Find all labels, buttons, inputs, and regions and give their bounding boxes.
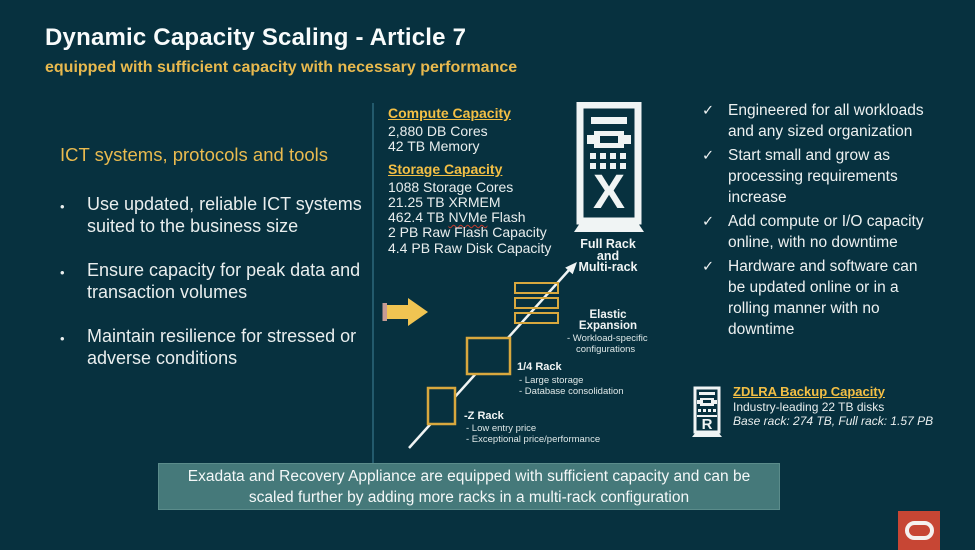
rack-r-icon [692, 386, 722, 438]
bullet-icon: • [60, 199, 65, 214]
zdlra-panel [733, 384, 948, 428]
check-item [702, 100, 930, 142]
check-text: Add compute or I/O capacity online, with no downtime [728, 213, 924, 251]
oracle-o-icon [905, 521, 934, 540]
rack-top-bar [699, 392, 715, 395]
bullet-text: Ensure capacity for peak data and transaction volumes [87, 260, 361, 302]
list-item [60, 259, 375, 303]
zdlra-heading: ZDLRA Backup Capacity [733, 384, 885, 399]
bullet-text: Maintain resilience for stressed or adverse conditions [87, 326, 357, 368]
rack-r-letter: R [701, 416, 713, 433]
bullet-icon: • [60, 331, 65, 346]
rack-dot-grid [698, 409, 716, 412]
compute-capacity-heading: Compute Capacity [388, 105, 511, 121]
rack-server-unit [587, 131, 631, 148]
full-rack-label-line: and [596, 248, 620, 263]
oracle-logo [898, 511, 940, 550]
full-rack-label-line: Multi-rack [578, 260, 638, 274]
storage-item-nvme [388, 210, 578, 225]
nvme-suffix: Flash [487, 209, 526, 226]
quarter-rack-box [467, 338, 510, 374]
stage-point: - Low entry price [466, 423, 537, 434]
check-item [702, 145, 930, 208]
stage-point: - Database consolidation [519, 385, 624, 397]
nvme-prefix: 462.4 TB [388, 209, 449, 226]
bullet-icon: • [60, 265, 65, 280]
check-text: Start small and grow as processing requirements increase [728, 147, 898, 206]
page-subtitle: equipped with sufficient capacity with necessary performance [45, 59, 518, 76]
rack-server-unit [697, 398, 717, 406]
stage-elastic-point: - Workload-specific configurations [567, 333, 648, 355]
zdlra-rack-capacity: Base rack: 274 TB, Full rack: 1.57 PB [733, 413, 934, 428]
full-rack-label-line: Full Rack [580, 237, 636, 251]
stage-z-points [466, 424, 600, 445]
compute-item: 42 TB Memory [388, 138, 480, 155]
stage-quarter-points [519, 376, 624, 397]
z-rack-box [428, 388, 455, 424]
zdlra-disks: Industry-leading 22 TB disks [733, 400, 885, 414]
summary-banner-text: Exadata and Recovery Appliance are equipped with sufficient capacity and can be scaled further by adding more racks in a multi-rack configuration [187, 467, 751, 506]
ict-heading: ICT systems, protocols and tools [60, 144, 329, 165]
storage-item: 2 PB Raw Flash Capacity [388, 224, 547, 241]
column-divider [372, 103, 374, 463]
check-text: Hardware and software can be updated online or in a rolling manner with no downtime [728, 258, 918, 338]
right-block-arrow-icon [383, 298, 429, 326]
checkmark-icon: ✓ [702, 148, 715, 164]
rack-x-letter: X [592, 166, 626, 219]
ict-panel [60, 144, 375, 391]
check-item [702, 211, 930, 253]
stage-z-name: -Z Rack [464, 410, 504, 422]
nvme-word: NVMe [448, 209, 488, 226]
checkmark-icon: ✓ [702, 103, 715, 119]
capacity-panel [388, 105, 578, 256]
rack-base [574, 220, 644, 232]
stage-elastic-name: Elastic Expansion [578, 309, 638, 332]
summary-banner [158, 463, 780, 510]
benefits-checklist [702, 100, 930, 343]
page-title: Dynamic Capacity Scaling - Article 7 [45, 24, 467, 51]
rack-top-bar [591, 117, 627, 124]
stage-point: - Large storage [519, 375, 584, 386]
storage-capacity-heading: Storage Capacity [388, 160, 503, 177]
storage-item: 21.25 TB XRMEM [388, 193, 501, 210]
list-item [60, 193, 375, 237]
bullet-text: Use updated, reliable ICT systems suited to the business size [87, 194, 362, 236]
compute-item: 2,880 DB Cores [388, 123, 488, 139]
checkmark-icon: ✓ [702, 259, 715, 275]
stage-point: - Exceptional price/performance [466, 433, 601, 445]
storage-item: 1088 Storage Cores [388, 178, 514, 195]
rack-x-icon [573, 102, 645, 234]
checkmark-icon: ✓ [702, 214, 715, 230]
check-text: Engineered for all workloads and any sized organization [728, 102, 924, 140]
check-item [702, 256, 930, 340]
stage-quarter-name: 1/4 Rack [517, 361, 562, 373]
storage-item: 4.4 PB Raw Disk Capacity [388, 239, 552, 256]
list-item [60, 325, 375, 369]
